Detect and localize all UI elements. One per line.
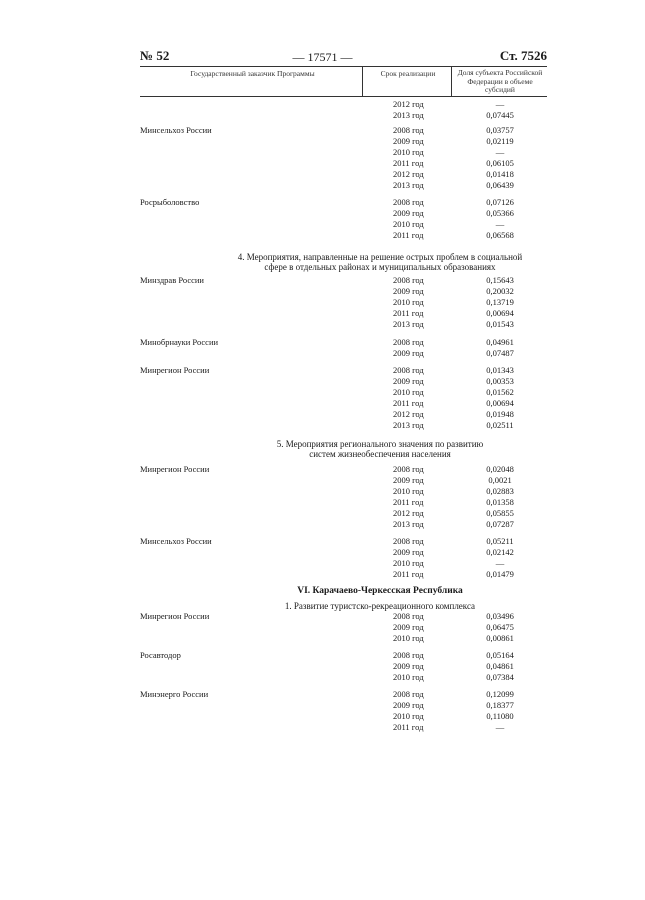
- table-row: [0, 208, 645, 219]
- table-row: [0, 319, 645, 330]
- table-row: [0, 622, 645, 633]
- table-row: [0, 661, 645, 672]
- year-cell: 2009 год: [393, 700, 424, 710]
- year-cell: 2011 год: [393, 569, 424, 579]
- year-cell: 2009 год: [393, 348, 424, 358]
- table-row: [0, 569, 645, 580]
- share-cell: 0,07445: [486, 110, 514, 120]
- table-row: [0, 158, 645, 169]
- republic-heading: VI. Карачаево-Черкесская Республика: [297, 586, 463, 596]
- table-row: [0, 689, 645, 700]
- year-cell: 2009 год: [393, 136, 424, 146]
- table-row: [0, 308, 645, 319]
- share-cell: 0,13719: [486, 297, 514, 307]
- year-cell: 2011 год: [393, 497, 424, 507]
- table-row: [0, 508, 645, 519]
- table-row: [0, 387, 645, 398]
- share-cell: 0,06475: [486, 622, 514, 632]
- year-cell: 2010 год: [393, 633, 424, 643]
- year-cell: 2008 год: [393, 611, 424, 621]
- year-cell: 2008 год: [393, 275, 424, 285]
- table-row: [0, 110, 645, 121]
- year-cell: 2013 год: [393, 180, 424, 190]
- year-cell: 2013 год: [393, 110, 424, 120]
- year-cell: 2008 год: [393, 337, 424, 347]
- year-cell: 2009 год: [393, 286, 424, 296]
- table-row: [0, 275, 645, 286]
- year-cell: 2010 год: [393, 297, 424, 307]
- table-row: [0, 519, 645, 530]
- year-cell: 2013 год: [393, 420, 424, 430]
- table-row: [0, 147, 645, 158]
- year-cell: 2009 год: [393, 622, 424, 632]
- share-cell: 0,01418: [486, 169, 514, 179]
- issue-number: № 52: [140, 48, 170, 63]
- column-divider: [451, 66, 452, 96]
- table-row: [0, 286, 645, 297]
- table-row: [0, 420, 645, 431]
- agency-cell: Минрегион России: [140, 365, 210, 375]
- share-cell: 0,05164: [486, 650, 514, 660]
- table-row: [0, 348, 645, 359]
- table-row: [0, 558, 645, 569]
- year-cell: 2010 год: [393, 558, 424, 568]
- year-cell: 2010 год: [393, 672, 424, 682]
- column-header-customer: Государственный заказчик Программы: [190, 69, 315, 78]
- table-row: [0, 180, 645, 191]
- year-cell: 2010 год: [393, 711, 424, 721]
- share-cell: 0,06105: [486, 158, 514, 168]
- share-cell: —: [495, 147, 505, 157]
- agency-cell: Минрегион России: [140, 464, 210, 474]
- table-row: [0, 99, 645, 110]
- table-row: [0, 125, 645, 136]
- year-cell: 2009 год: [393, 547, 424, 557]
- share-cell: 0,03757: [486, 125, 514, 135]
- share-cell: 0,02511: [486, 420, 514, 430]
- year-cell: 2013 год: [393, 519, 424, 529]
- share-cell: 0,0021: [488, 475, 512, 485]
- table-row: [0, 486, 645, 497]
- table-row: [0, 197, 645, 208]
- page-number: — 17571 —: [292, 50, 353, 64]
- share-cell: —: [495, 99, 505, 109]
- section-heading: 1. Развитие туристско-рекреационного комплекса: [284, 601, 476, 611]
- table-row: [0, 475, 645, 486]
- share-cell: 0,02883: [486, 486, 514, 496]
- agency-cell: Минсельхоз России: [140, 536, 212, 546]
- section-heading: [200, 439, 560, 459]
- year-cell: 2011 год: [393, 722, 424, 732]
- year-cell: 2008 год: [393, 689, 424, 699]
- section-heading-line: сфере в отдельных районах и муниципальных образованиях: [264, 262, 496, 272]
- column-header-share: Доля субъекта Российской Федерации в объеме субсидий: [457, 68, 543, 94]
- year-cell: 2012 год: [393, 508, 424, 518]
- share-cell: 0,01562: [486, 387, 514, 397]
- year-cell: 2012 год: [393, 169, 424, 179]
- year-cell: 2012 год: [393, 409, 424, 419]
- table-row: [0, 722, 645, 733]
- table-row: [0, 297, 645, 308]
- year-cell: 2010 год: [393, 147, 424, 157]
- table-row: [0, 633, 645, 644]
- share-cell: —: [495, 722, 505, 732]
- table-row: [0, 711, 645, 722]
- share-cell: 0,18377: [486, 700, 514, 710]
- share-cell: 0,01358: [486, 497, 514, 507]
- table-row: [0, 409, 645, 420]
- share-cell: 0,06439: [486, 180, 514, 190]
- table-row: [0, 497, 645, 508]
- table-row: [0, 547, 645, 558]
- agency-cell: Минрегион России: [140, 611, 210, 621]
- section-heading-line: 4. Мероприятия, направленные на решение острых проблем в социальной: [237, 252, 523, 262]
- share-cell: 0,02048: [486, 464, 514, 474]
- share-cell: 0,11080: [486, 711, 514, 721]
- year-cell: 2008 год: [393, 125, 424, 135]
- year-cell: 2010 год: [393, 219, 424, 229]
- table-row: [0, 136, 645, 147]
- table-row: [0, 376, 645, 387]
- table-row: [0, 219, 645, 230]
- year-cell: 2008 год: [393, 464, 424, 474]
- table-row: [0, 464, 645, 475]
- share-cell: 0,01343: [486, 365, 514, 375]
- share-cell: 0,04861: [486, 661, 514, 671]
- year-cell: 2010 год: [393, 486, 424, 496]
- agency-cell: Минэнерго России: [140, 689, 209, 699]
- share-cell: 0,15643: [486, 275, 514, 285]
- section-heading-line: 5. Мероприятия регионального значения по развитию: [276, 439, 484, 449]
- share-cell: 0,01948: [486, 409, 514, 419]
- year-cell: 2013 год: [393, 319, 424, 329]
- share-cell: 0,07384: [486, 672, 514, 682]
- column-header-term: Срок реализации: [380, 69, 436, 78]
- table-row: [0, 230, 645, 241]
- share-cell: 0,00694: [486, 398, 514, 408]
- share-cell: 0,01543: [486, 319, 514, 329]
- share-cell: 0,04961: [486, 337, 514, 347]
- table-row: [0, 337, 645, 348]
- year-cell: 2009 год: [393, 475, 424, 485]
- agency-cell: Минобрнауки России: [140, 337, 219, 347]
- year-cell: 2009 год: [393, 376, 424, 386]
- agency-cell: Росрыболовство: [140, 197, 200, 207]
- year-cell: 2011 год: [393, 308, 424, 318]
- share-cell: 0,07487: [486, 348, 514, 358]
- year-cell: 2009 год: [393, 208, 424, 218]
- share-cell: —: [495, 219, 505, 229]
- share-cell: 0,05855: [486, 508, 514, 518]
- year-cell: 2008 год: [393, 536, 424, 546]
- table-header-rule: [140, 96, 547, 97]
- share-cell: 0,06568: [486, 230, 514, 240]
- share-cell: 0,05366: [486, 208, 514, 218]
- share-cell: 0,05211: [486, 536, 514, 546]
- share-cell: 0,20032: [486, 286, 514, 296]
- year-cell: 2008 год: [393, 197, 424, 207]
- table-row: [0, 536, 645, 547]
- share-cell: 0,01479: [486, 569, 514, 579]
- year-cell: 2011 год: [393, 398, 424, 408]
- year-cell: 2011 год: [393, 158, 424, 168]
- section-heading-line: систем жизнеобеспечения населения: [309, 449, 451, 459]
- year-cell: 2010 год: [393, 387, 424, 397]
- agency-cell: Минздрав России: [140, 275, 204, 285]
- section-heading: [200, 252, 560, 272]
- column-divider: [362, 66, 363, 96]
- table-row: [0, 169, 645, 180]
- share-cell: 0,02119: [486, 136, 514, 146]
- share-cell: 0,00353: [486, 376, 514, 386]
- share-cell: 0,00861: [486, 633, 514, 643]
- year-cell: 2008 год: [393, 365, 424, 375]
- share-cell: —: [495, 558, 505, 568]
- table-row: [0, 365, 645, 376]
- share-cell: 0,00694: [486, 308, 514, 318]
- table-row: [0, 398, 645, 409]
- year-cell: 2008 год: [393, 650, 424, 660]
- share-cell: 0,07287: [486, 519, 514, 529]
- table-row: [0, 700, 645, 711]
- share-cell: 0,07126: [486, 197, 514, 207]
- share-cell: 0,03496: [486, 611, 514, 621]
- table-row: [0, 650, 645, 661]
- year-cell: 2011 год: [393, 230, 424, 240]
- table-row: [0, 611, 645, 622]
- year-cell: 2009 год: [393, 661, 424, 671]
- table-row: [0, 672, 645, 683]
- share-cell: 0,12099: [486, 689, 514, 699]
- share-cell: 0,02142: [486, 547, 514, 557]
- article-number: Ст. 7526: [499, 48, 547, 63]
- table-top-rule: [140, 66, 547, 67]
- agency-cell: Росавтодор: [140, 650, 181, 660]
- agency-cell: Минсельхоз России: [140, 125, 212, 135]
- year-cell: 2012 год: [393, 99, 424, 109]
